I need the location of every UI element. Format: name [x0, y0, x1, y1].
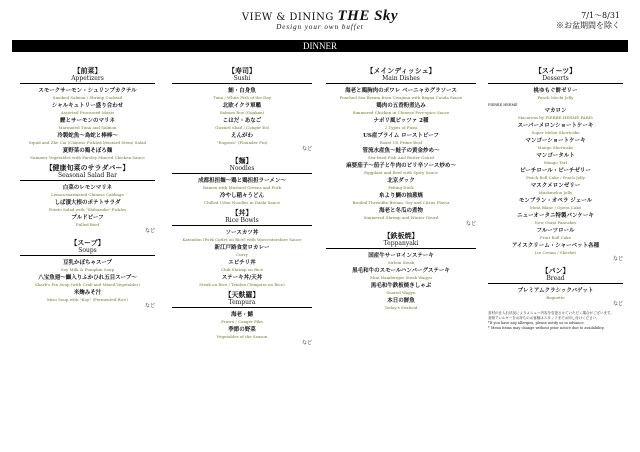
menu-item-en: Today's Seafood — [384, 305, 418, 310]
menu-item-en: Assorted Processed Meats — [60, 110, 115, 115]
menu-item-en: Smoked Salmon / Shrimp Cocktail — [52, 95, 123, 100]
menu-item-jp: えんがわ — [230, 133, 253, 139]
menu-item-jp: 海老・鱚 — [230, 312, 253, 318]
menu-item — [20, 215, 155, 227]
menu-item-en: Potato Salad with "Shibazuke" Pickles — [48, 207, 127, 212]
menu-item — [172, 245, 312, 257]
menu-item-jp: アイスクリーム・シャーベット各種 — [511, 243, 600, 249]
menu-item-en: Ramen with Mustard Greens and Pork — [203, 185, 281, 190]
section-header — [172, 66, 312, 84]
footer-note: 食材の仕入れ状況によりメニュー内容を変更させていただく場合がございます。 — [488, 311, 614, 315]
menu-item-en: Marinated Tuna and Salmon — [58, 125, 117, 130]
menu-item — [20, 185, 155, 197]
menu-item-jp: 鶏肉の五香粉煮込み — [376, 103, 426, 109]
menu-item-en: Pulled Beef — [75, 222, 100, 227]
etc-note: など — [612, 256, 623, 262]
menu-item-en: Muskmelon Jelly — [538, 190, 573, 195]
menu-item-en: Summer Vegetables with Parsley Minced Chicken Sauce — [30, 155, 145, 160]
menu-item-en: Miso Soup with "Koji" (Fermented Rice) — [47, 297, 128, 302]
menu-item-en: Baguette — [546, 295, 565, 300]
menu-item-en: Simmered Shrimp and Winter Gourd — [363, 215, 439, 220]
menu-item-en: Soy Milk & Pumpkin Soup — [60, 267, 115, 272]
logo-prefix: VIEW & DINING — [241, 12, 334, 23]
menu-item — [326, 268, 476, 280]
period-block — [556, 11, 620, 31]
menu-item — [488, 228, 623, 240]
menu-item — [326, 253, 476, 265]
menu-item-en: Mini Hamburger Steak Wagyu — [370, 275, 432, 280]
menu-item-en: Steak on Rice / Tendon (Tempura on Rice) — [199, 282, 285, 287]
section-title-en: Tempura — [172, 299, 312, 308]
menu-item-en: Peking Duck — [388, 185, 414, 190]
menu-item-jp: 豆乳かぼちゃスープ — [63, 260, 112, 266]
menu-item-en: Sirloin Steak — [387, 260, 415, 265]
section-header — [326, 66, 476, 84]
menu-item-jp: マンゴータルト — [536, 153, 575, 159]
menu-item — [172, 118, 312, 130]
menu-item — [488, 213, 623, 225]
section-title-en: Teppanyaki — [326, 240, 476, 249]
section-title-jp: 【メインディッシュ】 — [366, 66, 436, 75]
footer-note: 食物アレルギーをお持ちのお客様はスタッフまでお申し付けください。 — [488, 316, 600, 320]
etc-note: など — [465, 221, 476, 227]
section-header — [488, 66, 623, 84]
menu-item — [488, 183, 623, 195]
menu-item — [172, 133, 312, 145]
menu-item — [20, 133, 155, 145]
menu-item-jp: マカロン — [544, 108, 567, 114]
menu-item — [326, 118, 476, 130]
menu-item-en: Squid and Zhe Cai (Chinese Pickled Mustard Stem) Salad — [28, 140, 147, 145]
menu-item — [20, 260, 155, 272]
menu-item-jp: 冷やし稲々うどん — [219, 193, 264, 199]
menu-item-jp: 北京ダック — [387, 178, 415, 184]
menu-item — [20, 88, 155, 100]
menu-item-en: Seared Wagyu — [386, 290, 416, 295]
section-header — [172, 156, 312, 174]
menu-item-jp: 白菜のレモンマリネ — [62, 185, 113, 191]
menu-item-en: Katsudon (Pork Cutlet on Rice) with Worcestershire Sauce — [182, 237, 302, 242]
menu-item — [488, 243, 623, 255]
menu-item-en: Broiled Threadfin Bream, Soy and Citrus Flavor — [352, 200, 450, 205]
menu-item — [172, 103, 312, 115]
section-title-en: Main Dishes — [326, 75, 476, 84]
etc-note: など — [612, 301, 623, 307]
menu-item-jp: 鰹とサーモンのマリネ — [60, 118, 115, 124]
menu-item-en: Super Melon Shortcake — [531, 130, 580, 135]
section-title-en: Desserts — [488, 75, 623, 84]
menu-item-en: Curry — [236, 252, 248, 257]
menu-item-jp: 夏野菜の鶏そぼろ麺 — [62, 148, 113, 154]
menu-item-jp: 麻婆茄子～茄子と牛肉のピリ辛ソース炒め～ — [346, 163, 456, 169]
restaurant-logo — [0, 8, 640, 31]
menu-item-jp: プルドビーフ — [71, 215, 104, 221]
section-title-jp: 【丼】 — [231, 208, 253, 217]
etc-note: など — [301, 340, 312, 346]
menu-item-jp: 本日の鮮魚 — [387, 298, 415, 304]
section-title-jp: 【健康旬菜のサラダバー】 — [45, 163, 130, 172]
menu-item-jp: しば漬大根のポテトサラダ — [54, 200, 121, 206]
menu-item-jp: 国産牛サーロインステーキ — [368, 253, 434, 259]
menu-item — [172, 275, 312, 287]
menu-item-jp: 冷製蛇魚～鳥蛇と棒棒～ — [57, 133, 118, 139]
menu-item-jp: シャルキュトリー盛り合わせ — [51, 103, 124, 109]
etc-note: など — [144, 228, 155, 234]
menu-item — [488, 138, 623, 150]
menu-item — [488, 198, 623, 210]
menu-item-en: Tuna / White Fish of the Day — [212, 95, 272, 100]
menu-item — [20, 290, 155, 302]
section-title-jp: 【前菜】 — [73, 66, 102, 75]
menu-item-jp: マスクメロンゼリー — [530, 183, 581, 189]
menu-item-en: Mango Shortcake — [537, 145, 574, 150]
menu-item — [326, 298, 476, 310]
menu-item — [172, 327, 312, 339]
menu-item — [326, 133, 476, 145]
menu-item — [20, 103, 155, 115]
menu-item — [326, 283, 476, 295]
menu-item — [172, 88, 312, 100]
logo-main: THE Sky — [337, 8, 399, 24]
menu-item-en: Peach Roll Cake / Peach Jelly — [526, 175, 585, 180]
menu-item-en: Chilled Udon Noodles in Dashi Sauce — [204, 200, 280, 205]
menu-item-en: 2 Types of Pizza — [384, 125, 418, 130]
menu-item — [488, 168, 623, 180]
period-note: ※お盆期間を除く — [556, 21, 620, 30]
menu-item — [326, 208, 476, 220]
section-title-en: Sushi — [172, 75, 312, 84]
menu-item-en: Mont Blanc / Opera Cake — [529, 205, 582, 210]
footer-note: *If you have any allergies, please notify us in advance. — [488, 321, 585, 325]
section-header — [172, 208, 312, 226]
menu-item-en: Stir-fried Fish And Butter Gourd — [368, 155, 434, 160]
menu-column-4 — [488, 66, 623, 331]
section-title-en: Appetizers — [20, 75, 155, 84]
menu-item-jp: 米麹みそ汁 — [73, 290, 102, 296]
menu-item-jp: エビチリ丼 — [228, 260, 256, 266]
menu-item-en: Roast US Prime Beef — [379, 140, 423, 145]
menu-item — [20, 148, 155, 160]
menu-item-en: Chili Shrimp on Rice — [220, 267, 264, 272]
section-title-jp: 【パン】 — [541, 266, 570, 275]
menu-item-jp: 新江戸路食堂ロカレー — [214, 245, 270, 251]
menu-item-en: Shark's Fin Soup (with Crab and Mixed Vegetables) — [34, 282, 141, 287]
menu-column-3 — [326, 66, 476, 313]
menu-item-en: "Engawa" (Flounder Fin) — [216, 140, 268, 145]
menu-item-en: Salmon Roe (Gunkan) — [219, 110, 265, 115]
menu-item — [172, 178, 312, 190]
menu-item-en: Macarons by PIERRE HERMÉ PARIS — [517, 115, 594, 120]
menu-item — [326, 178, 476, 190]
section-header — [488, 266, 623, 284]
menu-item — [488, 288, 623, 300]
menu-item — [20, 275, 155, 287]
section-title-jp: 【スープ】 — [70, 238, 105, 247]
menu-item-jp: 八宝魚翅～鰤入りふかひれ五目スープ～ — [38, 275, 137, 281]
menu-item-en: Ice Cream / Sherbet — [535, 250, 576, 255]
menu-item-en: Eggplant and Beef with Spicy Sauce — [364, 170, 438, 175]
menu-item — [488, 88, 623, 100]
menu-item-jp: 糸より鯛の抽葱焼 — [378, 193, 423, 199]
section-title-en: Soups — [20, 247, 155, 256]
menu-item-jp: US産プライム ローストビーフ — [363, 133, 439, 139]
logo-tagline: Design your own buffet — [276, 23, 364, 31]
etc-note: など — [144, 303, 155, 309]
menu-item — [326, 163, 476, 175]
menu-item-en: New Otani Pancakes — [534, 220, 577, 225]
period-dates: 7/1～8/31 — [581, 11, 620, 20]
footer-note: * Menu items may change without prior notice due to availability. — [488, 326, 605, 330]
menu-item — [488, 108, 623, 120]
section-header — [20, 238, 155, 256]
section-title-jp: 【麺】 — [231, 156, 253, 165]
section-title-en: Bread — [488, 275, 623, 284]
menu-column-2 — [172, 66, 312, 350]
menu-item-jp: 桃ゆもぐ餅ゼリー — [533, 88, 578, 94]
menu-item-jp: スーパーメロンショートケーキ — [517, 123, 594, 129]
menu-item-jp: 北欧イクラ軍艦 — [222, 103, 262, 109]
menu-item-en: Lemon-marinated Chinese Cabbage — [51, 192, 124, 197]
menu-item-jp: フルーツロール — [536, 228, 575, 234]
menu-item-en: Vegetables of the Season — [216, 334, 268, 339]
menu-item — [20, 118, 155, 130]
menu-item-jp: ピーチロール・ピーチゼリー — [520, 168, 591, 174]
menu-item — [172, 312, 312, 324]
section-header — [326, 231, 476, 249]
section-title-jp: 【天麩羅】 — [224, 290, 260, 299]
menu-item-en: Poached Sea Bream from Uwajima with Bagna Cauda Sauce — [339, 95, 463, 100]
menu-item-jp: 管流水産魚～鮭子の黄金炒め～ — [362, 148, 440, 154]
menu-item-en: Peach Mochi Jelly — [537, 95, 574, 100]
menu-item-en: Mango Tart — [543, 160, 568, 165]
menu-item-jp: こはだ・あなご — [222, 118, 262, 124]
menu-item-jp: 季節の野菜 — [228, 327, 256, 333]
menu-item-jp: 成都担担麺～鶏と鶏担担ラーメン～ — [198, 178, 286, 184]
menu-item-jp: ステーキ丼/天丼 — [221, 275, 263, 281]
menu-item-jp: 黒毛和牛鉄板焼きしゃぶ — [370, 283, 432, 289]
section-header — [20, 66, 155, 84]
menu-item — [488, 123, 623, 135]
section-title-en: Rice Bowls — [172, 217, 312, 226]
menu-column-1 — [20, 66, 155, 313]
section-title-en: Noodles — [172, 165, 312, 174]
menu-item — [326, 88, 476, 100]
menu-item — [326, 193, 476, 205]
menu-item-jp: 鮪・白身魚 — [228, 88, 256, 94]
menu-item-en: Prawn / Conger Pike — [221, 319, 263, 324]
menu-item-jp: マンゴーショートケーキ — [525, 138, 586, 144]
section-title-jp: 【スイーツ】 — [534, 66, 577, 75]
dinner-banner: DINNER — [12, 40, 628, 52]
menu-item-jp: ナポリ風ピッツァ 2種 — [373, 118, 429, 124]
menu-item — [326, 148, 476, 160]
section-title-jp: 【寿司】 — [228, 66, 256, 75]
section-title-jp: 【鉄板焼】 — [383, 231, 419, 240]
menu-item-en: Gizzard Shad / Conger Eel — [215, 125, 269, 130]
section-title-en: Seasonal Salad Bar — [20, 172, 155, 181]
menu-item-jp: 海老と鶏胸肉のポワレ ベーニャカグラソース — [345, 88, 457, 94]
menu-item-jp: モンブラン・オペラ ジェール — [518, 198, 593, 204]
section-header — [20, 163, 155, 181]
menu-item-jp: ニューオータニ特製パンケーキ — [517, 213, 594, 219]
menu-item — [488, 153, 623, 165]
menu-item-jp: 海老と冬瓜の煮物 — [378, 208, 423, 214]
menu-item-en: Simmered Chicken in Chinese Five-spice Sauce — [352, 110, 450, 115]
menu-item — [172, 260, 312, 272]
menu-item-jp: ソースカツ丼 — [225, 230, 259, 236]
pierre-herme-logo: PIERRE HERMÉ — [488, 103, 518, 107]
section-header — [172, 290, 312, 308]
menu-item-en: Fruit Roll Cake — [540, 235, 571, 240]
menu-item-jp: スモークサーモン・シュリンプカクテル — [38, 88, 137, 94]
menu-item-jp: 黒毛和牛のスモールハンバーグステーキ — [352, 268, 450, 274]
menu-item — [172, 230, 312, 242]
menu-item-jp: プレミアムクラシックバゲット — [517, 288, 594, 294]
menu-item — [20, 200, 155, 212]
menu-item — [172, 193, 312, 205]
etc-note: など — [301, 146, 312, 152]
menu-item — [326, 103, 476, 115]
